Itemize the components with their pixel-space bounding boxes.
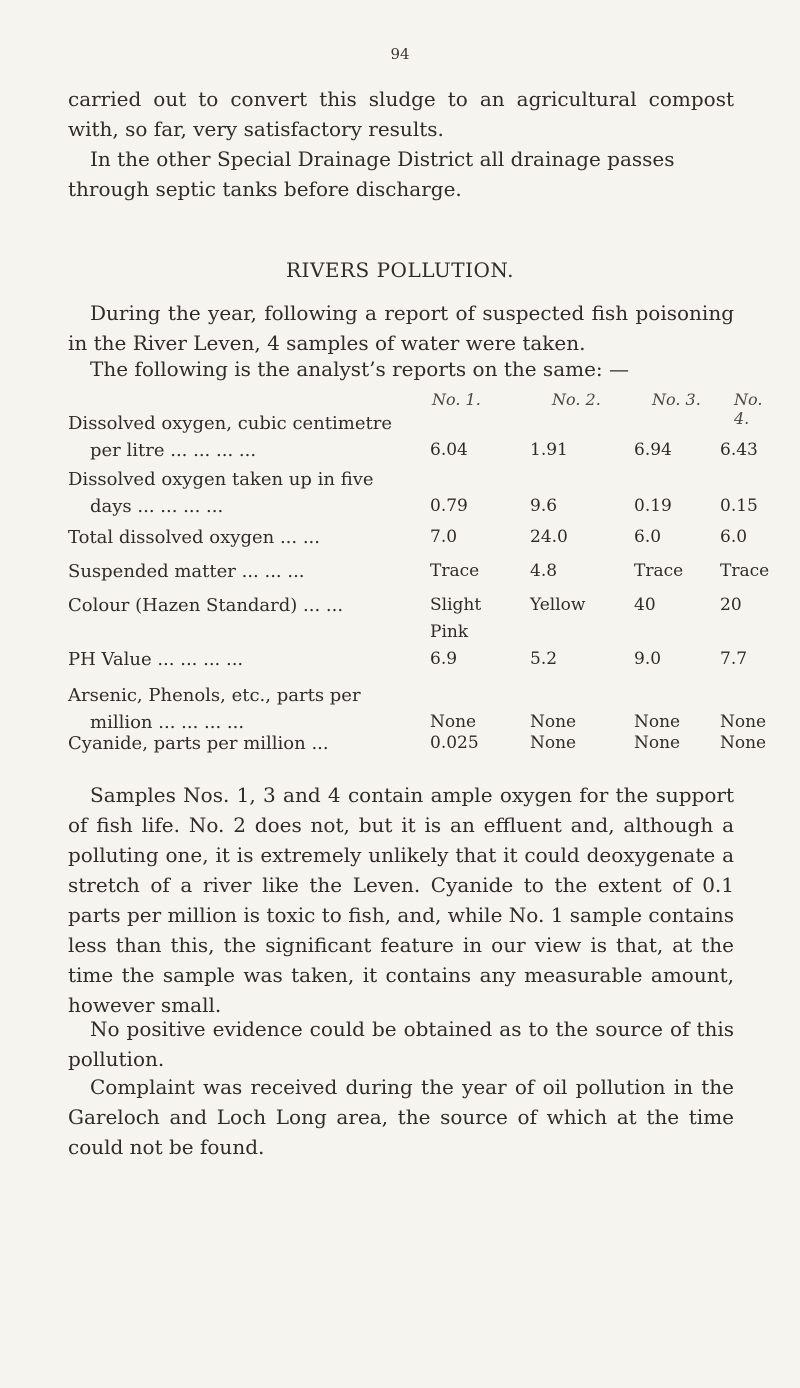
row-label-line: days ... ... ... ... <box>90 496 224 517</box>
page-number: 94 <box>390 45 410 63</box>
table-cell: 6.9 <box>430 649 458 669</box>
row-label <box>68 524 408 551</box>
table-cell: 0.025 <box>430 733 479 753</box>
row-label <box>68 682 408 736</box>
row-label <box>68 558 408 585</box>
row-label-line: Colour (Hazen Standard) ... ... <box>68 595 344 616</box>
table-cell: None <box>634 733 681 753</box>
row-label <box>68 410 408 464</box>
table-cell: 0.79 <box>430 496 468 516</box>
table-cell: Trace <box>634 561 684 581</box>
row-label <box>68 466 408 520</box>
table-cell: None <box>720 712 767 732</box>
section-intro-paragraph-1: During the year, following a report of suspected fish poisoning in the River Leven, 4 samples of water were taken. <box>68 301 734 355</box>
column-header: No. 4. <box>734 390 763 428</box>
conclusion-paragraph-3: Complaint was received during the year of oil pollution in the Gareloch and Loch Long area, the source of which at the time could not be found. <box>68 1075 734 1159</box>
table-cell: Yellow <box>530 595 586 615</box>
row-label-line: Arsenic, Phenols, etc., parts per <box>68 685 361 706</box>
row-label-line: per litre ... ... ... ... <box>90 440 257 461</box>
row-label-line: Total dissolved oxygen ... ... <box>68 527 320 548</box>
table-cell: 5.2 <box>530 649 558 669</box>
table-cell: None <box>634 712 681 732</box>
table-cell: 9.6 <box>530 496 558 516</box>
row-label-line: Dissolved oxygen, cubic centimetre <box>68 413 392 434</box>
table-cell: 20 <box>720 595 742 615</box>
table-cell: 0.19 <box>634 496 672 516</box>
table-cell: 4.8 <box>530 561 558 581</box>
table-cell: None <box>430 712 477 732</box>
table-cell: 1.91 <box>530 440 568 460</box>
row-label-line: Suspended matter ... ... ... <box>68 561 305 582</box>
row-label-line: PH Value ... ... ... ... <box>68 649 244 670</box>
row-label-line: million ... ... ... ... <box>90 712 245 733</box>
table-cell: 6.0 <box>720 527 748 547</box>
table-cell: 24.0 <box>530 527 568 547</box>
table-cell: 40 <box>634 595 656 615</box>
table-cell: Trace <box>430 561 480 581</box>
table-cell: None <box>530 712 577 732</box>
table-cell: Trace <box>720 561 770 581</box>
table-cell: None <box>530 733 577 753</box>
row-label <box>68 646 408 673</box>
intro-paragraph-2: In the other Special Drainage District all drainage passes through septic tanks before discharge. <box>68 147 675 201</box>
column-header: No. 1. <box>432 390 481 409</box>
table-cell: 7.7 <box>720 649 748 669</box>
table-cell: 0.15 <box>720 496 758 516</box>
column-header: No. 2. <box>552 390 601 409</box>
intro-paragraph-1: carried out to convert this sludge to an agricultural compost with, so far, very satisfactory results. <box>68 87 734 141</box>
table-cell: 6.43 <box>720 440 758 460</box>
row-label <box>68 730 408 757</box>
row-label-line: Cyanide, parts per million ... <box>68 733 329 754</box>
table-cell: 7.0 <box>430 527 458 547</box>
table-cell: 6.94 <box>634 440 672 460</box>
column-header: No. 3. <box>652 390 701 409</box>
table-cell: 6.0 <box>634 527 662 547</box>
table-cell: 6.04 <box>430 440 468 460</box>
section-heading: RIVERS POLLUTION. <box>285 258 514 282</box>
analysis-table <box>68 390 770 760</box>
table-cell: None <box>720 733 767 753</box>
table-cell: 9.0 <box>634 649 662 669</box>
conclusion-paragraph-1: Samples Nos. 1, 3 and 4 contain ample oxygen for the support of fish life. No. 2 does not, but it is an effluent and, although a polluting one, it is extremely unlikely that it could deoxygenate a stretch of a river like the Leven. Cyanide to the extent of 0.1 parts per million is toxic to fish, and, while No. 1 sample contains less than this, the significant feature in our view is that, at the time the sample was taken, it contains any measurable amount, however small. <box>68 783 734 1017</box>
conclusion-paragraph-2: No positive evidence could be obtained as to the source of this pollution. <box>68 1017 734 1071</box>
row-label <box>68 592 408 619</box>
row-label-line: Dissolved oxygen taken up in five <box>68 469 374 490</box>
table-cell: Slight Pink <box>430 595 482 642</box>
section-intro-paragraph-2: The following is the analyst’s reports on the same: — <box>90 357 630 381</box>
